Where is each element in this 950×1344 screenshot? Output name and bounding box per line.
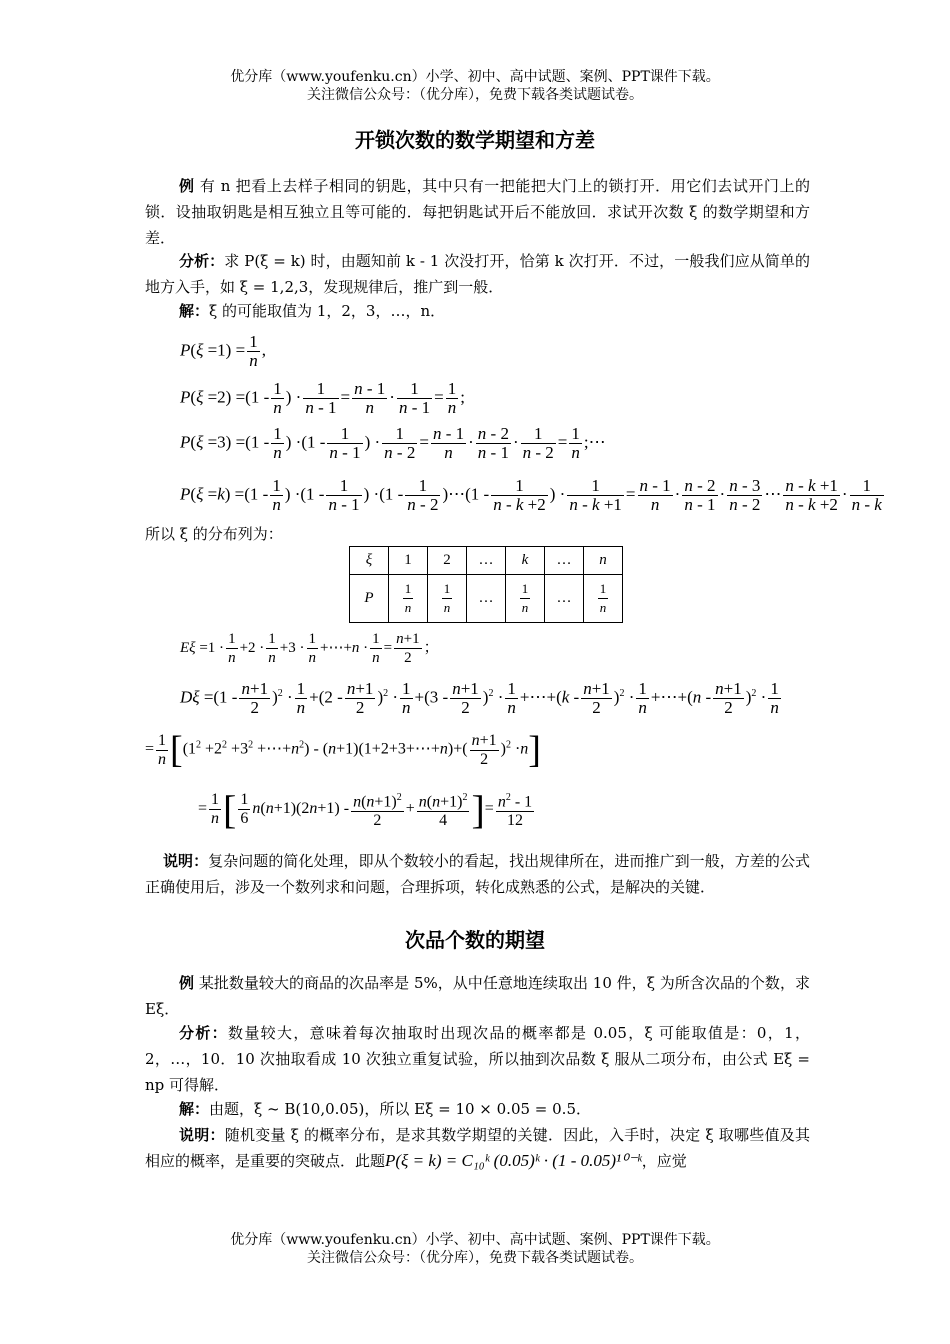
example-label: 例 xyxy=(179,974,195,992)
solution-label: 解： xyxy=(179,1100,210,1118)
table-cell: k xyxy=(506,547,545,575)
table-cell: ξ xyxy=(350,547,389,575)
formula-pk: P(ξ =k) =(1 - $\frac{1}{n}$ ) ·(1 - $\frac{1}{n - 1}$ ) ·(1 - $\frac{1}{n - 2}$ )⋯(1 - $\frac{1}{n - k +2}$ ) · $\frac{1}{n - k +1}$ = $\frac{n - 1}{n}$ · $\frac{n - 2}{n - 1}$ · $\frac{n - 3}{n - 2}$ ⋯ $\frac{n - k +1}{n - k +2}$ · $\frac{1}{n - k}$ xyxy=(180,476,882,514)
solution-label: 解： xyxy=(179,302,210,320)
example-text: 某批数量较大的商品的次品率是 5%，从中任意地连续取出 10 件，ξ 为所含次品的个数，求 Eξ． xyxy=(145,974,810,1018)
section2-analysis xyxy=(145,1020,810,1098)
dist-intro: 所以 ξ 的分布列为： xyxy=(145,525,283,543)
note-label: 说明： xyxy=(179,1126,225,1144)
note-text: 随机变量 ξ 的概率分布，是求其数学期望的关键．因此，入手时，决定 ξ 取哪些值及其相应的概率，是重要的突破点．此题 xyxy=(145,1126,810,1170)
section1-solution xyxy=(145,298,810,324)
section2-note xyxy=(145,1122,810,1174)
table-cell: … xyxy=(545,575,584,623)
analysis-label: 分析： xyxy=(179,1024,229,1042)
section2-example xyxy=(145,970,810,1022)
table-cell: 1 xyxy=(389,547,428,575)
analysis-text: 数量较大，意味着每次抽取时出现次品的概率都是 0.05，ξ 可能取值是：0，1，2，…，10．10 次抽取看成 10 次独立重复试验，所以抽到次品数 ξ 服从二项分布，由公式 Eξ = np 可得解． xyxy=(145,1024,810,1094)
note-formula: P(ξ = k) = C₁₀ᵏ (0.05)ᵏ · (1 - 0.05)¹⁰⁻ᵏ xyxy=(385,1151,642,1170)
formula-p1: P(ξ =1) = $\frac{1}{n}$ , xyxy=(180,332,266,370)
analysis-label: 分析： xyxy=(179,252,225,270)
header-line-1: 优分库（www.youfenku.cn）小学、初中、高中试题、案例、PPT课件下载。 xyxy=(230,69,720,85)
footer-line-1: 优分库（www.youfenku.cn）小学、初中、高中试题、案例、PPT课件下载。 xyxy=(230,1232,720,1248)
section1-example xyxy=(145,173,810,251)
note-label: 说明： xyxy=(163,852,209,870)
solution-text: ξ 的可能取值为 1，2，3，…，n． xyxy=(209,302,446,320)
section1-analysis xyxy=(145,248,810,300)
table-cell: $\frac{1}{n}$ xyxy=(584,575,623,623)
note-tail: ，应觉 xyxy=(641,1152,687,1170)
formula-variance-3: = $\frac{1}{n}$ [ $\frac{1}{6}$ n(n+1)(2n+1) - $\frac{n(n+1)^2}{2}$ + $\frac{n(n+1)^2}{4}$ ]= $\frac{n^2 - 1}{12}$ xyxy=(198,787,533,832)
table-cell: n xyxy=(584,547,623,575)
footer-line-2: 关注微信公众号：（优分库），免费下载各类试题试卷。 xyxy=(307,1250,643,1266)
section1-title: 开锁次数的数学期望和方差 xyxy=(355,128,595,152)
formula-variance: Dξ =(1 - $\frac{n+1}{2}$ )$^2$ · $\frac{1}{n}$ +(2 - $\frac{n+1}{2}$ )$^2$ · $\frac{1}{n}$ +(3 - $\frac{n+1}{2}$ )$^2$ · $\frac{1}{n}$ +⋯+(k - $\frac{n+1}{2}$ )$^2$ · $\frac{1}{n}$ +⋯+(n - $\frac{n+1}{2}$ )$^2$ · $\frac{1}{n}$ xyxy=(180,679,779,717)
analysis-text: 求 P(ξ = k) 时，由题知前 k - 1 次没打开，恰第 k 次打开．不过，一般我们应从简单的地方入手，如 ξ = 1,2,3，发现规律后，推广到一般． xyxy=(145,252,810,296)
table-cell: … xyxy=(467,575,506,623)
table-cell: $\frac{1}{n}$ xyxy=(428,575,467,623)
table-cell: 2 xyxy=(428,547,467,575)
header-line-2: 关注微信公众号：（优分库），免费下载各类试题试卷。 xyxy=(307,87,643,103)
example-label: 例 xyxy=(179,177,195,195)
distribution-table xyxy=(349,546,623,623)
table-cell: … xyxy=(467,547,506,575)
section1-note xyxy=(145,848,810,900)
formula-p2: P(ξ =2) =(1 - $\frac{1}{n}$ ) · $\frac{1}{n - 1}$ = $\frac{n - 1}{n}$ · $\frac{1}{n - 1}$ = $\frac{1}{n}$ ; xyxy=(180,379,465,417)
table-cell: $\frac{1}{n}$ xyxy=(506,575,545,623)
table-cell: $\frac{1}{n}$ xyxy=(389,575,428,623)
note-text: 复杂问题的简化处理，即从个数较小的看起，找出规律所在，进而推广到一般，方差的公式正确使用后，涉及一个数列求和问题，合理拆项，转化成熟悉的公式，是解决的关键． xyxy=(145,852,810,896)
solution-text: 由题，ξ ~ B(10,0.05)，所以 Eξ = 10 × 0.05 = 0.5． xyxy=(209,1100,591,1118)
formula-variance-2: = $\frac{1}{n}$ [($1^2 +2^2 +3^2$ $+\cdots+n^2$) - (n+1)(1+2+3+⋯+n)+( $\frac{n+1}{2}$ )$^2$ ·n] xyxy=(145,729,541,771)
formula-expectation: Eξ =1 · $\frac{1}{n}$ +2 · $\frac{1}{n}$ +3 · $\frac{1}{n}$ +⋯+n · $\frac{1}{n}$ = $\frac{n+1}{2}$ ； xyxy=(180,631,439,666)
example-text: 有 n 把看上去样子相同的钥匙，其中只有一把能把大门上的锁打开．用它们去试开门上的锁．设抽取钥匙是相互独立且等可能的．每把钥匙试开后不能放回．求试开次数 ξ 的数学期望和方差． xyxy=(145,177,810,247)
section2-solution xyxy=(145,1096,810,1122)
formula-p3: P(ξ =3) =(1 - $\frac{1}{n}$ ) ·(1 - $\frac{1}{n - 1}$ ) · $\frac{1}{n - 2}$ = $\frac{n - 1}{n}$ · $\frac{n - 2}{n - 1}$ · $\frac{1}{n - 2}$ = $\frac{1}{n}$ ;⋯ xyxy=(180,424,606,462)
table-cell: … xyxy=(545,547,584,575)
section2-title: 次品个数的期望 xyxy=(405,928,545,952)
table-cell: P xyxy=(350,575,389,623)
